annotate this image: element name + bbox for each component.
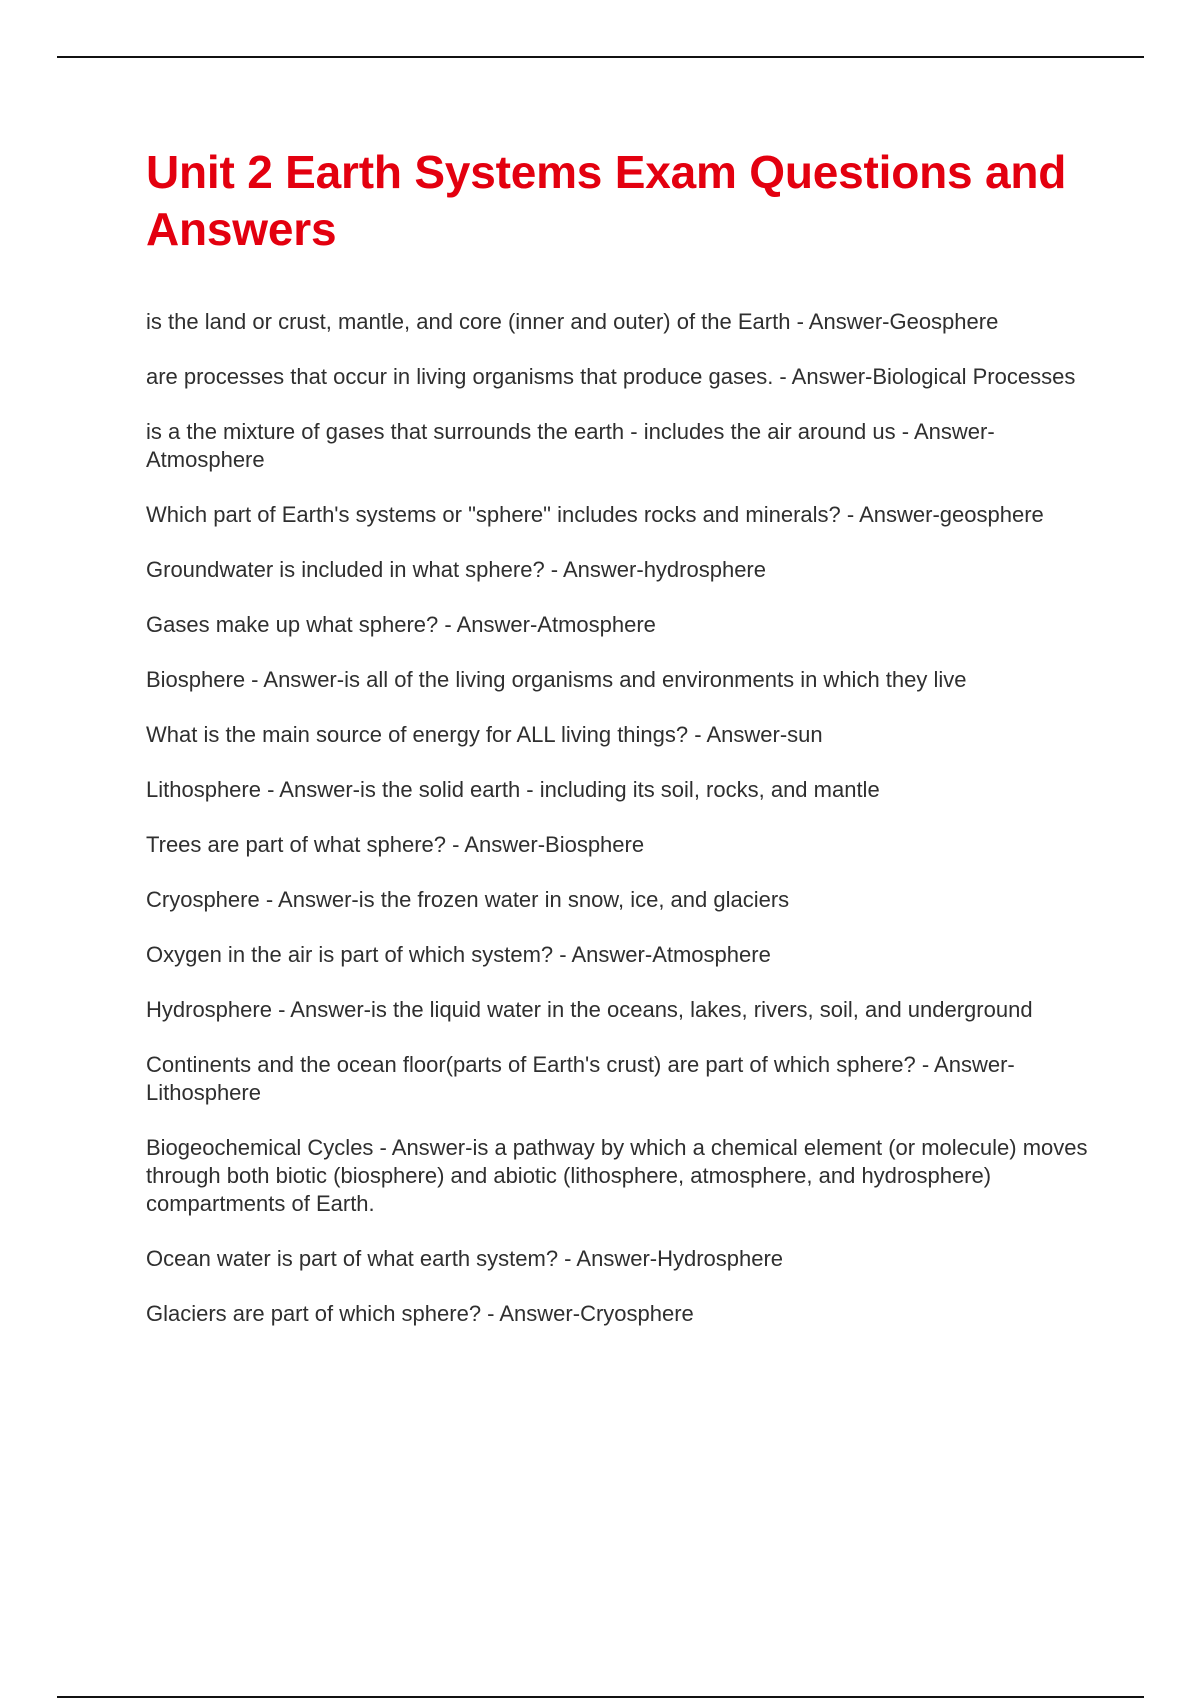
- qa-item: Ocean water is part of what earth system? - Answer-Hydrosphere: [146, 1246, 784, 1271]
- qa-item: Continents and the ocean floor(parts of Earth's crust) are part of which sphere? - Answer-Lithosphere: [146, 1052, 1015, 1105]
- qa-item: Which part of Earth's systems or "sphere" includes rocks and minerals? - Answer-geosphere: [146, 502, 1044, 527]
- qa-item: Lithosphere - Answer-is the solid earth - including its soil, rocks, and mantle: [146, 777, 880, 802]
- qa-item: is a the mixture of gases that surrounds the earth - includes the air around us - Answer-Atmosphere: [146, 419, 995, 472]
- document-title: Unit 2 Earth Systems Exam Questions and Answers: [146, 146, 1067, 255]
- qa-list: [146, 308, 1096, 1328]
- bottom-rule: [57, 1696, 1144, 1698]
- qa-item: Hydrosphere - Answer-is the liquid water in the oceans, lakes, rivers, soil, and underground: [146, 997, 1033, 1022]
- qa-item: are processes that occur in living organisms that produce gases. - Answer-Biological Processes: [146, 364, 1076, 389]
- qa-item: Oxygen in the air is part of which system? - Answer-Atmosphere: [146, 942, 771, 967]
- top-rule: [57, 56, 1144, 58]
- qa-item: Cryosphere - Answer-is the frozen water in snow, ice, and glaciers: [146, 887, 790, 912]
- qa-item: Groundwater is included in what sphere? - Answer-hydrosphere: [146, 557, 766, 582]
- qa-item: Biogeochemical Cycles - Answer-is a pathway by which a chemical element (or molecule) moves through both biotic (biosphere) and abiotic (lithosphere, atmosphere, and hydrosphere) compartments of Earth.: [146, 1135, 1088, 1216]
- qa-item: What is the main source of energy for ALL living things? - Answer-sun: [146, 722, 823, 747]
- qa-item: Biosphere - Answer-is all of the living organisms and environments in which they live: [146, 667, 967, 692]
- qa-item: is the land or crust, mantle, and core (inner and outer) of the Earth - Answer-Geosphere: [146, 309, 999, 334]
- qa-item: Glaciers are part of which sphere? - Answer-Cryosphere: [146, 1301, 694, 1326]
- qa-item: Trees are part of what sphere? - Answer-Biosphere: [146, 832, 645, 857]
- qa-item: Gases make up what sphere? - Answer-Atmosphere: [146, 612, 656, 637]
- document-body: [146, 144, 1096, 1355]
